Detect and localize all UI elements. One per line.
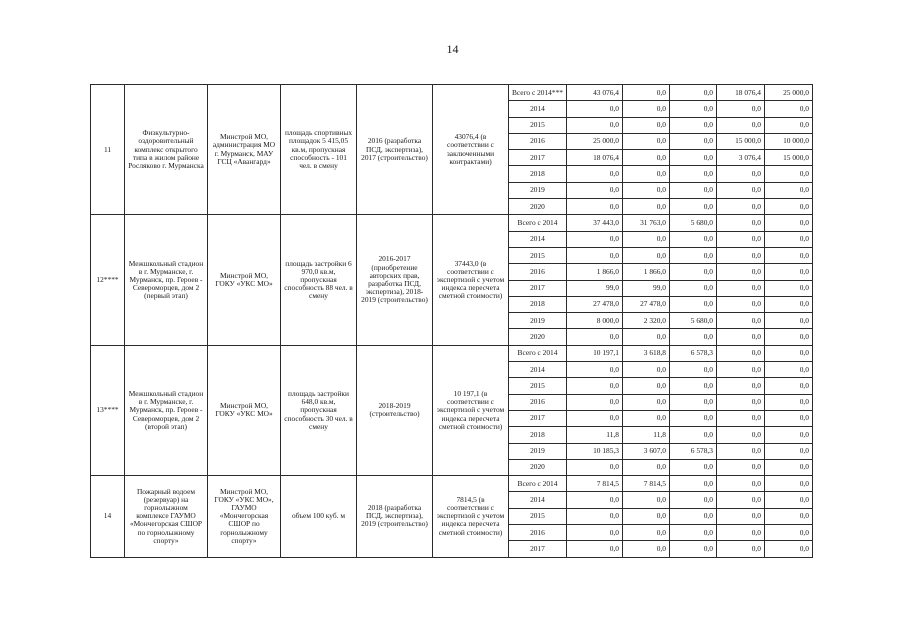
amount-cell: 0,0 xyxy=(764,476,812,492)
amount-cell: 0,0 xyxy=(764,296,812,312)
year-cell: 2018 xyxy=(509,166,567,182)
row-index: 11 xyxy=(91,85,125,215)
amount-cell: 0,0 xyxy=(566,525,622,541)
amount-cell: 0,0 xyxy=(669,117,716,133)
year-cell: 2014 xyxy=(509,362,567,378)
customer-name: Минстрой МО, администрация МО г. Мурманск, МАУ ГСЦ «Авангард» xyxy=(208,85,281,215)
amount-cell: 0,0 xyxy=(566,492,622,508)
amount-cell: 37 443,0 xyxy=(566,215,622,231)
amount-cell: 6 578,3 xyxy=(669,345,716,361)
amount-cell: 0,0 xyxy=(716,410,764,426)
amount-cell: 0,0 xyxy=(622,247,669,263)
amount-cell: 0,0 xyxy=(669,264,716,280)
amount-cell: 0,0 xyxy=(716,166,764,182)
amount-cell: 0,0 xyxy=(764,280,812,296)
year-cell: 2017 xyxy=(509,541,567,557)
amount-cell: 0,0 xyxy=(764,199,812,215)
amount-cell: 0,0 xyxy=(622,85,669,101)
year-cell: 2016 xyxy=(509,525,567,541)
amount-cell: 0,0 xyxy=(669,378,716,394)
amount-cell: 15 000,0 xyxy=(716,133,764,149)
amount-cell: 0,0 xyxy=(669,476,716,492)
year-cell: 2019 xyxy=(509,313,567,329)
amount-cell: 11,8 xyxy=(566,427,622,443)
amount-cell: 0,0 xyxy=(669,427,716,443)
amount-cell: 0,0 xyxy=(764,101,812,117)
amount-cell: 0,0 xyxy=(764,117,812,133)
amount-cell: 0,0 xyxy=(669,394,716,410)
row-index: 13**** xyxy=(91,345,125,475)
period-text: 2016 (разработка ПСД, экспертиза), 2017 (строительство) xyxy=(357,85,433,215)
year-cell: 2018 xyxy=(509,296,567,312)
amount-cell: 18 076,4 xyxy=(566,150,622,166)
object-name: Физкультурно-оздоровительный комплекс открытого типа в жилом районе Росляково г. Мурманска xyxy=(125,85,208,215)
amount-cell: 0,0 xyxy=(716,394,764,410)
amount-cell: 3 618,8 xyxy=(622,345,669,361)
year-cell: 2015 xyxy=(509,378,567,394)
amount-cell: 0,0 xyxy=(669,280,716,296)
table-row xyxy=(91,85,813,101)
amount-cell: 0,0 xyxy=(764,427,812,443)
amount-cell: 0,0 xyxy=(716,117,764,133)
customer-name: Минстрой МО, ГОКУ «УКС МО» xyxy=(208,345,281,475)
amount-cell: 0,0 xyxy=(716,525,764,541)
amount-cell: 0,0 xyxy=(622,508,669,524)
amount-cell: 0,0 xyxy=(764,410,812,426)
amount-cell: 0,0 xyxy=(566,508,622,524)
amount-cell: 0,0 xyxy=(669,296,716,312)
year-cell: 2015 xyxy=(509,508,567,524)
amount-cell: 0,0 xyxy=(764,166,812,182)
amount-cell: 0,0 xyxy=(716,508,764,524)
amount-cell: 0,0 xyxy=(566,329,622,345)
year-cell: 2014 xyxy=(509,231,567,247)
amount-cell: 0,0 xyxy=(764,313,812,329)
year-cell: 2019 xyxy=(509,443,567,459)
amount-cell: 0,0 xyxy=(622,362,669,378)
amount-cell: 1 866,0 xyxy=(622,264,669,280)
amount-cell: 8 000,0 xyxy=(566,313,622,329)
object-name: Межшкольный стадион в г. Мурманске, г. Мурманск, пр. Героев - Североморцев, дом 2 (второй этап) xyxy=(125,345,208,475)
amount-cell: 0,0 xyxy=(566,101,622,117)
amount-cell: 0,0 xyxy=(764,394,812,410)
amount-cell: 0,0 xyxy=(622,492,669,508)
period-text: 2018 (разработка ПСД, экспертиза), 2019 (строительство) xyxy=(357,476,433,557)
year-cell: 2014 xyxy=(509,492,567,508)
amount-cell: 0,0 xyxy=(716,199,764,215)
year-cell: 2017 xyxy=(509,410,567,426)
amount-cell: 0,0 xyxy=(566,166,622,182)
amount-cell: 0,0 xyxy=(764,378,812,394)
year-cell: Всего с 2014 xyxy=(509,215,567,231)
object-name: Пожарный водоем (резервуар) на горнолыжном комплексе ГАУМО «Мончегорская СШОР по горнолыжному спорту» xyxy=(125,476,208,557)
amount-cell: 0,0 xyxy=(622,117,669,133)
amount-cell: 0,0 xyxy=(716,264,764,280)
year-cell: 2016 xyxy=(509,133,567,149)
year-cell: Всего с 2014 xyxy=(509,476,567,492)
amount-cell: 0,0 xyxy=(622,410,669,426)
amount-cell: 0,0 xyxy=(716,101,764,117)
amount-cell: 0,0 xyxy=(764,459,812,475)
amount-cell: 0,0 xyxy=(764,247,812,263)
amount-cell: 15 000,0 xyxy=(764,150,812,166)
amount-cell: 0,0 xyxy=(622,378,669,394)
amount-cell: 0,0 xyxy=(716,378,764,394)
amount-cell: 0,0 xyxy=(622,133,669,149)
amount-cell: 0,0 xyxy=(622,459,669,475)
table-row xyxy=(91,476,813,492)
cost-text: 43076,4 (в соответствии с заключенными контрактами) xyxy=(433,85,509,215)
amount-cell: 0,0 xyxy=(669,525,716,541)
amount-cell: 1 866,0 xyxy=(566,264,622,280)
amount-cell: 0,0 xyxy=(716,541,764,557)
year-cell: 2018 xyxy=(509,427,567,443)
table-row xyxy=(91,215,813,231)
amount-cell: 43 076,4 xyxy=(566,85,622,101)
amount-cell: 0,0 xyxy=(764,508,812,524)
amount-cell: 0,0 xyxy=(622,329,669,345)
amount-cell: 0,0 xyxy=(669,329,716,345)
amount-cell: 0,0 xyxy=(716,215,764,231)
year-cell: 2016 xyxy=(509,394,567,410)
amount-cell: 0,0 xyxy=(566,231,622,247)
amount-cell: 0,0 xyxy=(764,231,812,247)
amount-cell: 0,0 xyxy=(622,394,669,410)
amount-cell: 0,0 xyxy=(764,362,812,378)
amount-cell: 0,0 xyxy=(566,394,622,410)
amount-cell: 0,0 xyxy=(716,296,764,312)
amount-cell: 0,0 xyxy=(622,182,669,198)
amount-cell: 27 478,0 xyxy=(622,296,669,312)
cost-text: 37443,0 (в соответствии с экспертизой с учетом индекса пересчета сметной стоимости) xyxy=(433,215,509,345)
amount-cell: 0,0 xyxy=(716,459,764,475)
amount-cell: 0,0 xyxy=(566,199,622,215)
amount-cell: 5 680,0 xyxy=(669,215,716,231)
amount-cell: 0,0 xyxy=(716,182,764,198)
amount-cell: 0,0 xyxy=(622,231,669,247)
amount-cell: 0,0 xyxy=(716,280,764,296)
amount-cell: 0,0 xyxy=(622,101,669,117)
amount-cell: 0,0 xyxy=(764,525,812,541)
amount-cell: 0,0 xyxy=(716,231,764,247)
period-text: 2016-2017 (приобретение авторских прав, разработка ПСД, экспертиза), 2018-2019 (строительство) xyxy=(357,215,433,345)
cost-text: 10 197,1 (в соответствии с экспертизой с учетом индекса пересчета сметной стоимости) xyxy=(433,345,509,475)
amount-cell: 0,0 xyxy=(566,541,622,557)
capacity-text: площадь спортивных площадок 5 415,05 кв.м, пропускная способность - 101 чел. в смену xyxy=(281,85,357,215)
year-cell: 2020 xyxy=(509,329,567,345)
amount-cell: 0,0 xyxy=(566,117,622,133)
amount-cell: 0,0 xyxy=(669,541,716,557)
amount-cell: 99,0 xyxy=(622,280,669,296)
amount-cell: 0,0 xyxy=(669,150,716,166)
amount-cell: 0,0 xyxy=(669,231,716,247)
year-cell: Всего с 2014 xyxy=(509,345,567,361)
customer-name: Минстрой МО, ГОКУ «УКС МО», ГАУМО «Мончегорская СШОР по горнолыжному спорту» xyxy=(208,476,281,557)
amount-cell: 0,0 xyxy=(622,525,669,541)
amount-cell: 0,0 xyxy=(716,345,764,361)
amount-cell: 0,0 xyxy=(669,362,716,378)
amount-cell: 0,0 xyxy=(622,166,669,182)
amount-cell: 6 578,3 xyxy=(669,443,716,459)
amount-cell: 0,0 xyxy=(669,410,716,426)
amount-cell: 0,0 xyxy=(566,459,622,475)
cost-text: 7814,5 (в соответствии с экспертизой с учетом индекса пересчета сметной стоимости) xyxy=(433,476,509,557)
amount-cell: 0,0 xyxy=(669,459,716,475)
year-cell: 2017 xyxy=(509,150,567,166)
amount-cell: 0,0 xyxy=(764,443,812,459)
amount-cell: 10 197,1 xyxy=(566,345,622,361)
investment-table xyxy=(90,84,813,558)
amount-cell: 0,0 xyxy=(764,329,812,345)
year-cell: 2014 xyxy=(509,101,567,117)
amount-cell: 0,0 xyxy=(716,329,764,345)
amount-cell: 0,0 xyxy=(764,215,812,231)
amount-cell: 5 680,0 xyxy=(669,313,716,329)
year-cell: 2020 xyxy=(509,199,567,215)
amount-cell: 0,0 xyxy=(566,410,622,426)
amount-cell: 0,0 xyxy=(669,492,716,508)
amount-cell: 7 814,5 xyxy=(566,476,622,492)
amount-cell: 0,0 xyxy=(566,182,622,198)
object-name: Межшкольный стадион в г. Мурманске, г. Мурманск, пр. Героев - Североморцев, дом 2 (первый этап) xyxy=(125,215,208,345)
amount-cell: 0,0 xyxy=(622,150,669,166)
amount-cell: 11,8 xyxy=(622,427,669,443)
amount-cell: 18 076,4 xyxy=(716,85,764,101)
amount-cell: 25 000,0 xyxy=(764,85,812,101)
year-cell: 2015 xyxy=(509,247,567,263)
amount-cell: 7 814,5 xyxy=(622,476,669,492)
amount-cell: 10 185,3 xyxy=(566,443,622,459)
amount-cell: 0,0 xyxy=(716,247,764,263)
customer-name: Минстрой МО, ГОКУ «УКС МО» xyxy=(208,215,281,345)
capacity-text: объем 100 куб. м xyxy=(281,476,357,557)
amount-cell: 3 607,0 xyxy=(622,443,669,459)
page-number: 14 xyxy=(446,42,459,56)
amount-cell: 0,0 xyxy=(566,247,622,263)
capacity-text: площадь застройки 6 970,0 кв.м, пропускная способность 88 чел. в смену xyxy=(281,215,357,345)
amount-cell: 0,0 xyxy=(716,476,764,492)
period-text: 2018-2019 (строительство) xyxy=(357,345,433,475)
row-index: 12**** xyxy=(91,215,125,345)
amount-cell: 0,0 xyxy=(669,133,716,149)
amount-cell: 10 000,0 xyxy=(764,133,812,149)
amount-cell: 0,0 xyxy=(764,264,812,280)
year-cell: 2019 xyxy=(509,182,567,198)
amount-cell: 0,0 xyxy=(764,492,812,508)
amount-cell: 0,0 xyxy=(716,427,764,443)
row-index: 14 xyxy=(91,476,125,557)
amount-cell: 0,0 xyxy=(669,199,716,215)
table-row xyxy=(91,345,813,361)
amount-cell: 27 478,0 xyxy=(566,296,622,312)
year-cell: Всего с 2014*** xyxy=(509,85,567,101)
amount-cell: 0,0 xyxy=(669,85,716,101)
amount-cell: 0,0 xyxy=(622,541,669,557)
capacity-text: площадь застройки 648,0 кв.м, пропускная способность 30 чел. в смену xyxy=(281,345,357,475)
amount-cell: 0,0 xyxy=(566,362,622,378)
amount-cell: 0,0 xyxy=(669,508,716,524)
year-cell: 2017 xyxy=(509,280,567,296)
amount-cell: 2 320,0 xyxy=(622,313,669,329)
amount-cell: 0,0 xyxy=(716,313,764,329)
amount-cell: 0,0 xyxy=(764,345,812,361)
amount-cell: 0,0 xyxy=(566,378,622,394)
amount-cell: 0,0 xyxy=(716,362,764,378)
amount-cell: 0,0 xyxy=(764,541,812,557)
year-cell: 2020 xyxy=(509,459,567,475)
amount-cell: 0,0 xyxy=(716,492,764,508)
amount-cell: 0,0 xyxy=(764,182,812,198)
amount-cell: 0,0 xyxy=(669,182,716,198)
amount-cell: 99,0 xyxy=(566,280,622,296)
amount-cell: 0,0 xyxy=(622,199,669,215)
year-cell: 2016 xyxy=(509,264,567,280)
amount-cell: 0,0 xyxy=(716,443,764,459)
amount-cell: 0,0 xyxy=(669,101,716,117)
amount-cell: 31 763,0 xyxy=(622,215,669,231)
amount-cell: 0,0 xyxy=(669,166,716,182)
amount-cell: 0,0 xyxy=(669,247,716,263)
year-cell: 2015 xyxy=(509,117,567,133)
amount-cell: 25 000,0 xyxy=(566,133,622,149)
amount-cell: 3 076,4 xyxy=(716,150,764,166)
